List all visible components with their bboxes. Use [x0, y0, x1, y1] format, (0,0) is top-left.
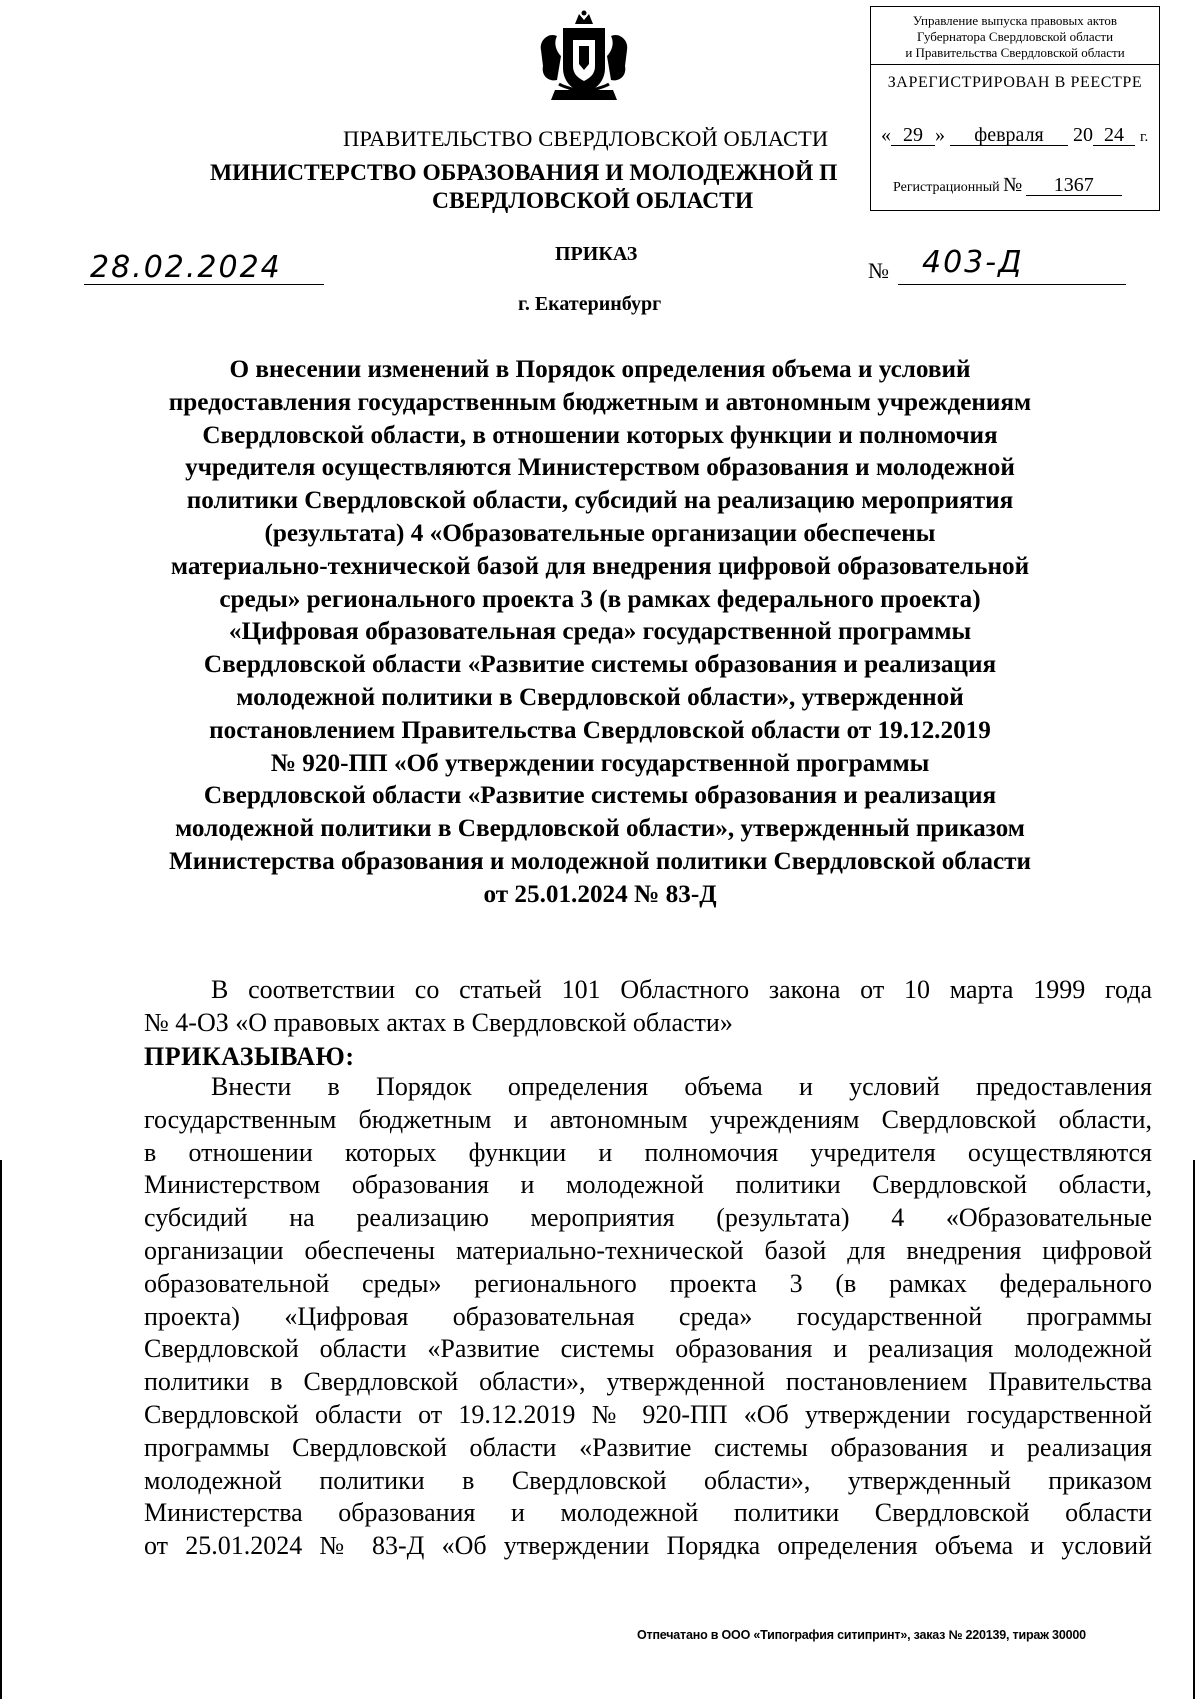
stamp-registered-label: ЗАРЕГИСТРИРОВАН В РЕЕСТРЕ — [887, 74, 1143, 91]
document-type: ПРИКАЗ — [555, 243, 638, 265]
intro-line: № 4-ОЗ «О правовых актах в Свердловской области» — [144, 1008, 733, 1037]
stamp-registration-number — [893, 174, 1153, 197]
stamp-year-abbr: г. — [1140, 129, 1149, 145]
stamp-num-sign: № — [1003, 174, 1023, 196]
title-line: молодежной политики в Свердловской области», утвержденной — [236, 683, 964, 711]
body-line: Министерства образования и молодежной политики Свердловской области — [144, 1498, 1152, 1528]
stamp-reg-number: 1367 — [1026, 175, 1122, 196]
title-line: (результата) 4 «Образовательные организации обеспечены — [264, 519, 936, 547]
region-heading: СВЕРДЛОВСКОЙ ОБЛАСТИ — [432, 188, 754, 214]
stamp-day: 29 — [891, 125, 935, 146]
stamp-reg-label: Регистрационный — [893, 180, 1000, 195]
handwritten-number: 403-Д — [922, 245, 1024, 280]
number-underline — [898, 284, 1126, 285]
number-sign: № — [868, 258, 889, 283]
stamp-office-line: Управление выпуска правовых актов — [912, 13, 1118, 28]
title-line: материально-технической базой для внедрения цифровой образовательной — [170, 552, 1030, 580]
stamp-close-quote: » — [935, 124, 945, 146]
body-line: Свердловской области от 19.12.2019 № 920-ПП «Об утверждении государственной — [144, 1399, 1152, 1429]
body-line: политики в Свердловской области», утвержденной постановлением Правительства — [144, 1367, 1152, 1397]
ministry-heading-clip — [150, 160, 868, 190]
scan-edge-right — [1193, 1160, 1195, 1699]
stamp-office-header — [871, 7, 1159, 65]
body-line: образовательной среды» регионального проекта 3 (в рамках федерального — [144, 1268, 1152, 1298]
stamp-year-prefix: 20 — [1073, 124, 1093, 146]
body-line: Министерством образования и молодежной политики Свердловской области, — [144, 1170, 1152, 1200]
intro-line: В соответствии со статьей 101 Областного закона от 10 марта 1999 года — [211, 975, 1152, 1004]
title-line: «Цифровая образовательная среда» государственной программы — [228, 618, 972, 646]
government-heading: ПРАВИТЕЛЬСТВО СВЕРДЛОВСКОЙ ОБЛАСТИ — [343, 126, 829, 151]
title-line: Свердловской области, в отношении которых функции и полномочия — [202, 421, 998, 449]
body-line: Внести в Порядок определения объема и условий предоставления — [211, 1072, 1152, 1101]
stamp-year-suffix: 24 — [1093, 125, 1135, 146]
title-line: предоставления государственным бюджетным и автономным учреждениям — [168, 388, 1032, 416]
coat-of-arms-emblem — [535, 10, 633, 102]
title-line: молодежной политики в Свердловской области», утвержденный приказом — [175, 815, 1025, 843]
body-line: организации обеспечены материально-технической базой для внедрения цифровой — [144, 1235, 1152, 1265]
body-paragraph — [144, 1071, 1152, 1563]
body-line: в отношении которых функции и полномочия учредителя осуществляются — [144, 1137, 1152, 1167]
body-line: проекта) «Цифровая образовательная среда» государственной программы — [144, 1301, 1152, 1331]
registration-stamp — [870, 6, 1160, 211]
body-line: от 25.01.2024 № 83-Д «Об утверждении Порядка определения объема и условий — [144, 1531, 1152, 1561]
stamp-office-line: и Правительства Свердловской области — [905, 45, 1125, 60]
scan-edge-left — [0, 1160, 2, 1699]
title-line: постановлением Правительства Свердловской области от 19.12.2019 — [209, 716, 991, 744]
title-line: от 25.01.2024 № 83-Д — [483, 880, 717, 908]
date-underline — [84, 284, 324, 285]
title-line: Свердловской области «Развитие системы образования и реализация — [203, 651, 997, 679]
stamp-open-quote: « — [881, 124, 891, 146]
title-line: политики Свердловской области, субсидий на реализацию мероприятия — [186, 487, 1014, 515]
city-line: г. Екатеринбург — [518, 293, 662, 315]
handwritten-date: 28.02.2024 — [90, 250, 282, 285]
body-line: Свердловской области «Развитие системы образования и реализация молодежной — [144, 1334, 1152, 1364]
title-line: Министерства образования и молодежной политики Свердловской области — [168, 847, 1032, 875]
printer-footer: Отпечатано в ООО «Типография ситипринт», заказ № 220139, тираж 30000 — [637, 1628, 1086, 1642]
body-line: государственным бюджетным и автономным учреждениям Свердловской области, — [144, 1104, 1152, 1134]
title-line: Свердловской области «Развитие системы образования и реализация — [203, 782, 997, 810]
document-title — [100, 354, 1100, 912]
title-line: О внесении изменений в Порядок определения объема и условий — [229, 356, 971, 383]
body-line: субсидий на реализацию мероприятия (результата) 4 «Образовательные — [144, 1203, 1152, 1233]
title-line: среды» регионального проекта 3 (в рамках федерального проекта) — [219, 585, 981, 613]
ministry-heading: МИНИСТЕРСТВО ОБРАЗОВАНИЯ И МОЛОДЕЖНОЙ П — [210, 160, 838, 186]
stamp-office-line: Губернатора Свердловской области — [916, 29, 1114, 44]
title-line: № 920-ПП «Об утверждении государственной программы — [270, 749, 930, 777]
stamp-date — [881, 124, 1151, 147]
orders-heading: ПРИКАЗЫВАЮ: — [144, 1042, 355, 1071]
stamp-month: февраля — [950, 125, 1068, 146]
title-line: учредителя осуществляются Министерством образования и молодежной — [185, 454, 1015, 482]
body-line: молодежной политики в Свердловской области», утвержденный приказом — [144, 1465, 1152, 1495]
body-line: программы Свердловской области «Развитие системы образования и реализация — [144, 1432, 1152, 1462]
